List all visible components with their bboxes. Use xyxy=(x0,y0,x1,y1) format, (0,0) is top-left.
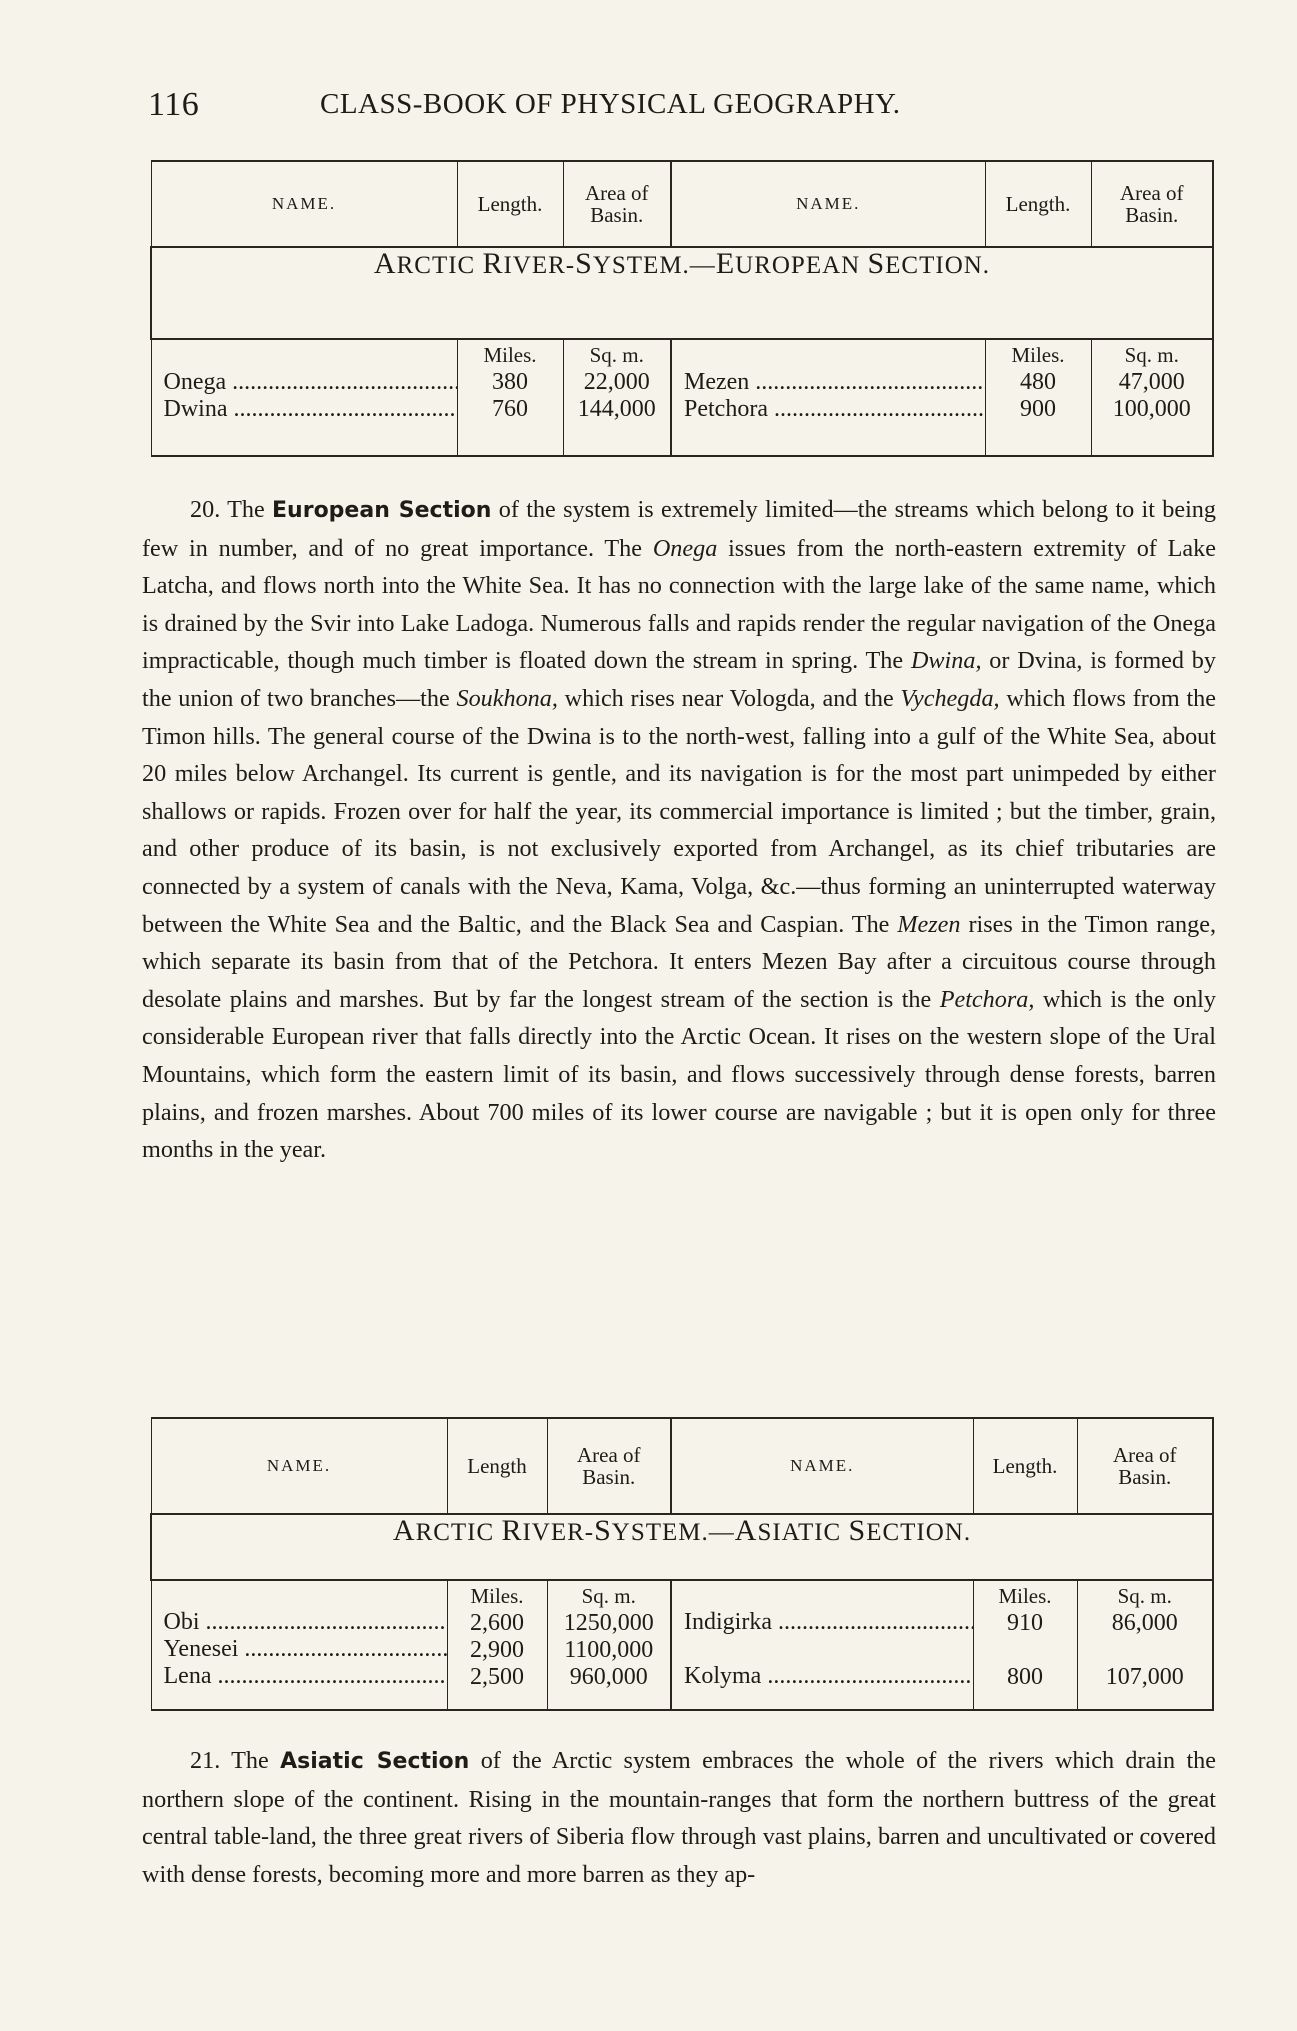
length-column-right: Miles. 910 800 xyxy=(973,1580,1077,1710)
name-column-right xyxy=(671,1580,973,1710)
section-keyword: European Section xyxy=(272,498,492,523)
table-row: Lena ..... xyxy=(164,1663,447,1690)
table-row: Obi ..... xyxy=(164,1609,447,1636)
table-row: Dwina ..... xyxy=(164,396,457,423)
header-name-left: NAME. xyxy=(151,1418,447,1514)
header-length-left: Length xyxy=(447,1418,547,1514)
section-keyword: Asiatic Section xyxy=(280,1749,470,1774)
name-column-right xyxy=(671,339,985,456)
table-caption: ARCTIC RIVER-SYSTEM.—ASIATIC SECTION. xyxy=(151,1514,1213,1580)
header-area-left: Area of Basin. xyxy=(563,161,671,247)
header-area-right: Area of Basin. xyxy=(1091,161,1213,247)
paragraph-21: 21. The Asiatic Section of the Arctic system embraces the whole of the rivers which drain the northern slope of the continent. Rising in the mountain-ranges that form the northern buttress of the great central table-land, the three great rivers of Siberia flow through vast plains, barren and uncultivated or covered with dense forests, becoming more and more barren as they ap- xyxy=(142,1747,1217,1888)
name-column-left xyxy=(151,1580,447,1710)
header-length-right: Length. xyxy=(985,161,1091,247)
length-column-left: Miles. 380 760 xyxy=(457,339,563,456)
area-column-right: Sq. m. 86,000 107,000 xyxy=(1077,1580,1213,1710)
area-column-right: Sq. m. 47,000 100,000 xyxy=(1091,339,1213,456)
header-name-right: NAME. xyxy=(671,1418,973,1514)
european-section-table xyxy=(150,160,1214,457)
table-row: Indigirka ..... xyxy=(684,1609,973,1636)
table-row: Kolyma ..... xyxy=(684,1663,973,1690)
header-area-right: Area of Basin. xyxy=(1077,1418,1213,1514)
table-row: Petchora ..... xyxy=(684,396,985,423)
header-length-right: Length. xyxy=(973,1418,1077,1514)
area-column-left: Sq. m. 1250,000 1100,000 960,000 xyxy=(547,1580,671,1710)
header-name-right: NAME. xyxy=(671,161,985,247)
length-column-left: Miles. 2,600 2,900 2,500 xyxy=(447,1580,547,1710)
header-area-left: Area of Basin. xyxy=(547,1418,671,1514)
header-name-left: NAME. xyxy=(151,161,457,247)
table-row: Yenesei ..... xyxy=(164,1636,447,1663)
running-head xyxy=(148,86,1228,130)
table-row: Onega ..... xyxy=(164,369,457,396)
header-length-left: Length. xyxy=(457,161,563,247)
length-column-right: Miles. 480 900 xyxy=(985,339,1091,456)
table-row: Mezen ..... xyxy=(684,369,985,396)
running-title: CLASS-BOOK OF PHYSICAL GEOGRAPHY. xyxy=(320,88,901,120)
table-caption: ARCTIC RIVER-SYSTEM.—EUROPEAN SECTION. xyxy=(151,247,1213,339)
asiatic-section-table xyxy=(150,1417,1214,1711)
name-column-left xyxy=(151,339,457,456)
paragraph-number: 20. xyxy=(190,496,221,523)
paragraph-number: 21. xyxy=(190,1747,221,1774)
area-column-left: Sq. m. 22,000 144,000 xyxy=(563,339,671,456)
page-number: 116 xyxy=(148,86,200,123)
paragraph-20: 20. The European Section of the system is extremely limited—the streams which belong to it being few in number, and of no great importance. The Onega issues from the north-eastern extremity of Lake Latcha, and flows north into the White Sea. It has no connection with the large lake of the same name, which is drained by the Svir into Lake Ladoga. Numerous falls and rapids render the regular navigation of the Onega impracticable, though much timber is floated down the stream in spring. The Dwina, or Dvina, is formed by the union of two branches—the Soukhona, which rises near Vologda, and the Vychegda, which flows from the Timon hills. The general course of the Dwina is to the north-west, falling into a gulf of the White Sea, about 20 miles below Archangel. Its current is gentle, and its navigation is for the most part unimpeded by either shallows or rapids. Frozen over for half the year, its commercial importance is limited ; but the timber, grain, and other produce of its basin, is not exclusively exported from Archangel, as its chief tributaries are connected by a system of canals with the Neva, Kama, Volga, &c.—thus forming an uninterrupted waterway between the White Sea and the Baltic, and the Black Sea and Caspian. The Mezen rises in the Timon range, which separate its basin from that of the Petchora. It enters Mezen Bay after a circuitous course through desolate plains and marshes. But by far the longest stream of the section is the Petchora, which is the only considerable European river that falls directly into the Arctic Ocean. It rises on the western slope of the Ural Mountains, which form the eastern limit of its basin, and flows successively through dense forests, barren plains, and frozen marshes. About 700 miles of its lower course are navigable ; but it is open only for three months in the year. xyxy=(142,496,1217,1164)
